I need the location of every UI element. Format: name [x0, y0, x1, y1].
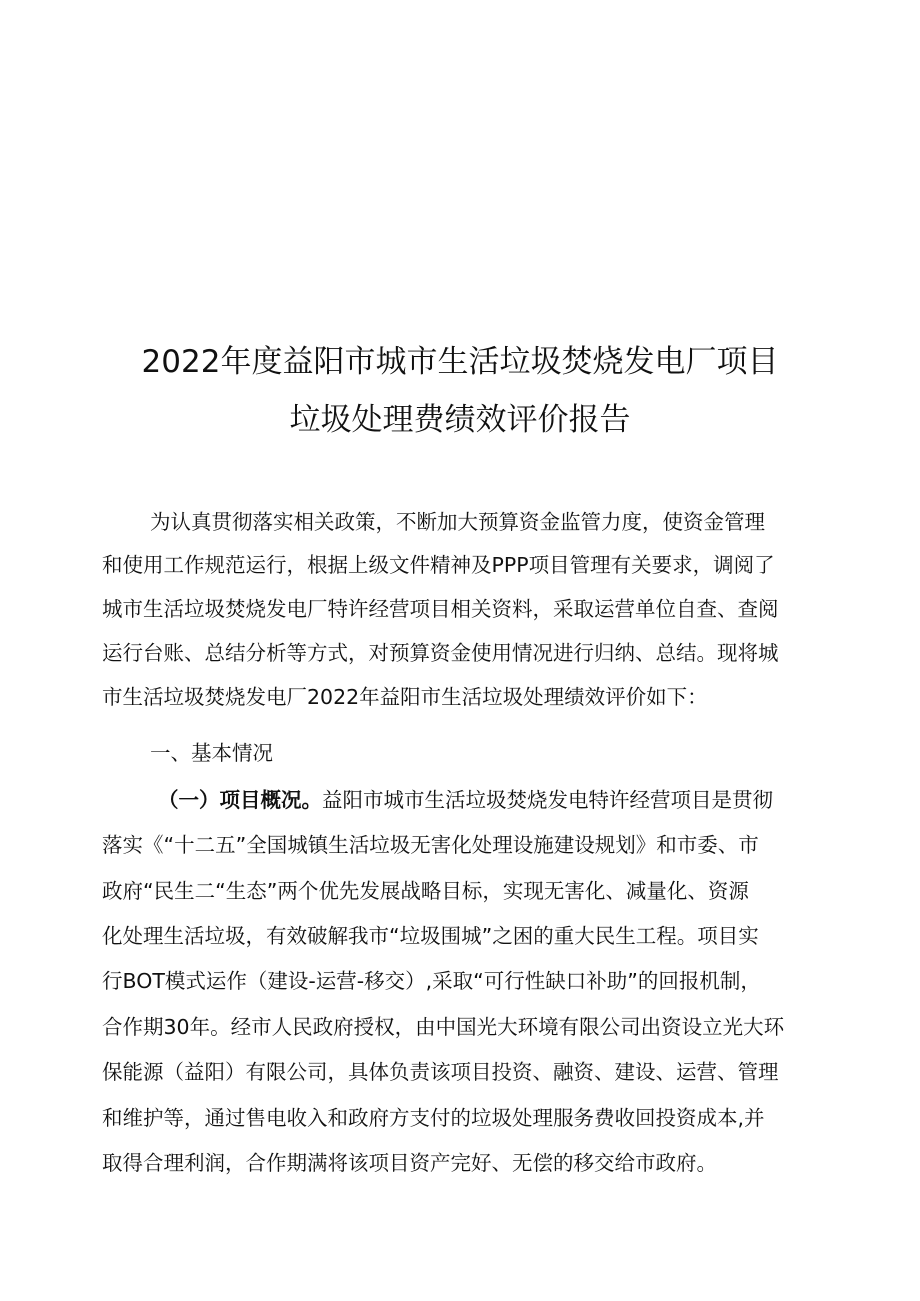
intro-line-2: 和使用工作规范运行，根据上级文件精神及PPP项目管理有关要求，调阅了 — [102, 553, 775, 577]
subsection-line-8: 和维护等，通过售电收入和政府方支付的垃圾处理服务费收回投资成本,并 — [102, 1106, 765, 1130]
intro-line-4: 运行台账、总结分析等方式，对预算资金使用情况进行归纳、总结。现将城 — [102, 641, 779, 665]
subsection-line-3: 政府“民生二“生态”两个优先发展战略目标，实现无害化、减量化、资源 — [102, 879, 749, 903]
subsection-label: （一）项目概况。 — [158, 788, 322, 812]
report-title-line-2: 垃圾处理费绩效评价报告 — [289, 402, 631, 438]
subsection-line-5: 行BOT模式运作（建设-运营-移交）,采取“可行性缺口补助”的回报机制， — [102, 969, 761, 993]
subsection-line-1: 益阳市城市生活垃圾焚烧发电特许经营项目是贯彻 — [322, 788, 773, 812]
intro-line-3: 城市生活垃圾焚烧发电厂特许经营项目相关资料，采取运营单位自查、查阅 — [102, 597, 779, 621]
intro-line-1: 为认真贯彻落实相关政策，不断加大预算资金监管力度，使资金管理 — [150, 510, 765, 534]
section-heading: 一、基本情况 — [150, 741, 273, 765]
report-title-line-1: 2022年度益阳市城市生活垃圾焚烧发电厂项目 — [141, 344, 779, 380]
subsection-line-6: 合作期30年。经市人民政府授权，由中国光大环境有限公司出资设立光大环 — [102, 1015, 785, 1039]
intro-line-5: 市生活垃圾焚烧发电厂2022年益阳市生活垃圾处理绩效评价如下： — [102, 685, 708, 709]
subsection-line-2: 落实《“十二五”全国城镇生活垃圾无害化处理设施建设规划》和市委、市 — [102, 833, 759, 857]
subsection-line-4: 化处理生活垃圾，有效破解我市“垃圾围城”之困的重大民生工程。项目实 — [102, 924, 759, 948]
subsection-line-9: 取得合理利润，合作期满将该项目资产完好、无偿的移交给市政府。 — [102, 1151, 717, 1175]
subsection-first-line — [158, 785, 773, 815]
subsection-line-7: 保能源（益阳）有限公司，具体负责该项目投资、融资、建设、运营、管理 — [102, 1060, 779, 1084]
